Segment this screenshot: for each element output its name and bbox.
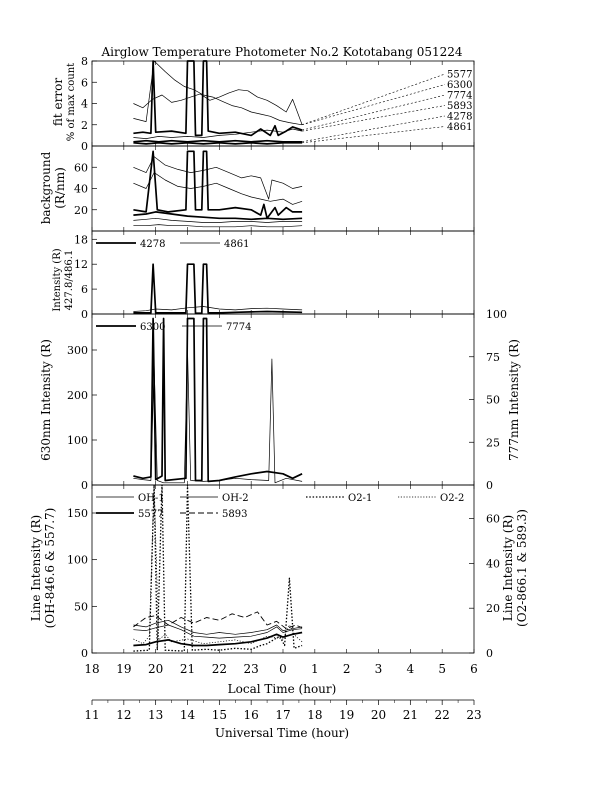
ytick2-label-red: 50 — [486, 393, 500, 407]
bg-ylabel2: (R/nm) — [53, 167, 67, 209]
blue-ylabel2: 427.8/486.1 — [64, 249, 75, 311]
series-bg-c — [133, 151, 302, 218]
series-red-7774 — [133, 350, 302, 483]
ut-tick-label: 19 — [339, 708, 355, 722]
ytick-label-fit: 4 — [81, 97, 88, 111]
lt-tick-label: 3 — [374, 662, 383, 676]
line-ylabel: Line Intensity (R) — [29, 514, 43, 622]
red-ylabel2: 777nm Intensity (R) — [507, 339, 521, 461]
series-fit-4861 — [133, 143, 302, 144]
x-axis-label: Local Time (hour) — [227, 682, 337, 696]
ut-tick-label: 13 — [148, 708, 164, 722]
series-red-6300 — [133, 319, 302, 482]
fit-legend-leader-7774 — [302, 95, 445, 130]
series-fit-6300 — [133, 61, 302, 125]
ytick-label-line: 100 — [67, 553, 88, 567]
ut-tick-label: 22 — [434, 708, 450, 722]
fit-legend-4861: 4861 — [447, 122, 473, 133]
legend-5577: 5577 — [138, 509, 164, 520]
ytick2-label-red: 100 — [486, 308, 507, 321]
ut-tick-label: 16 — [243, 708, 259, 722]
line-ylabel2: (OH-846.6 & 557.7) — [43, 507, 57, 629]
ytick-label-fit: 6 — [81, 76, 88, 90]
series-blue-4278 — [133, 264, 302, 313]
ytick-label-bg: 60 — [74, 161, 88, 175]
chart-title: Airglow Temperature Photometer No.2 Kototabang 051224 — [101, 45, 463, 59]
series-bg-a — [133, 157, 302, 200]
ytick-label-red: 100 — [67, 434, 88, 447]
fit-legend-6300: 6300 — [447, 80, 473, 91]
ytick-label-blue: 18 — [74, 233, 88, 247]
lt-tick-label: 5 — [438, 662, 446, 676]
line-ylabel4: (O2-866.1 & 589.3) — [515, 509, 529, 627]
legend-O2-1: O2-1 — [348, 493, 373, 504]
ut-tick-label: 18 — [307, 708, 323, 722]
series-lines — [133, 61, 302, 651]
legend-7774: 7774 — [226, 322, 252, 333]
bg-ylabel: background — [39, 151, 53, 225]
lt-tick-label: 18 — [84, 662, 100, 676]
legend-OH-2: OH-2 — [222, 493, 249, 504]
fit-legend-4278: 4278 — [447, 111, 473, 123]
ytick2-label-line: 60 — [486, 512, 500, 526]
fit-ylabel: fit error — [51, 77, 65, 127]
fit-legend-7774: 7774 — [447, 90, 473, 102]
ut-tick-label: 14 — [179, 708, 196, 722]
ut-tick-label: 11 — [84, 708, 100, 722]
series-fit-4278 — [133, 141, 302, 142]
lt-tick-label: 1 — [311, 662, 319, 676]
ytick-label-line: 150 — [67, 507, 88, 520]
fit-legend-leader-5577 — [302, 74, 445, 125]
ut-tick-label: 15 — [211, 708, 227, 722]
red-ylabel: 630nm Intensity (R) — [39, 339, 53, 461]
ytick-label-blue: 0 — [81, 308, 88, 321]
series-bg-f — [133, 225, 302, 227]
blue-ylabel: Intensity (R) — [52, 248, 63, 312]
ytick-label-red: 300 — [67, 344, 88, 357]
panel-frame-red — [92, 314, 474, 485]
lt-tick-label: 4 — [406, 662, 415, 676]
fit-ylabel2: % of max count — [66, 62, 77, 142]
ytick-label-blue: 6 — [81, 283, 88, 297]
ytick2-label-line: 40 — [486, 557, 500, 571]
series-fit-7774 — [133, 61, 302, 135]
fit-legend-5893: 5893 — [447, 101, 473, 112]
ut-tick-label: 17 — [275, 708, 291, 722]
legend-4861: 4861 — [224, 239, 250, 250]
ut-tick-label: 23 — [466, 708, 482, 722]
ytick-label-fit: 8 — [81, 55, 88, 68]
lt-tick-label: 21 — [179, 662, 196, 676]
ytick-label-line: 50 — [74, 600, 88, 614]
x-axis-label-ut: Universal Time (hour) — [214, 726, 350, 740]
lt-tick-label: 2 — [342, 662, 351, 676]
legend-5893: 5893 — [222, 509, 248, 520]
legend-4278: 4278 — [140, 239, 166, 250]
lt-tick-label: 23 — [243, 662, 259, 676]
series-bg-b — [133, 173, 302, 205]
ytick-label-fit: 2 — [81, 118, 88, 132]
ut-tick-label: 12 — [116, 708, 132, 722]
legend-OH-1: OH-1 — [138, 493, 165, 504]
ut-tick-label: 20 — [370, 708, 387, 722]
ytick2-label-line: 20 — [486, 602, 500, 616]
ytick-label-fit: 0 — [81, 140, 88, 153]
lt-tick-label: 6 — [470, 662, 478, 676]
lt-tick-label: 22 — [211, 662, 227, 676]
line-ylabel3: Line Intensity (R) — [501, 514, 515, 622]
ytick-label-red: 200 — [67, 389, 88, 402]
ytick2-label-line: 0 — [486, 647, 493, 660]
lt-tick-label: 20 — [148, 662, 164, 676]
ytick-label-bg: 20 — [74, 203, 88, 217]
ytick2-label-red: 25 — [486, 436, 500, 450]
ut-tick-label: 21 — [402, 708, 418, 722]
legend-6300: 6300 — [140, 322, 166, 333]
fit-legend-leader-6300 — [302, 85, 445, 125]
ytick-label-line: 0 — [81, 647, 88, 660]
fit-legend-5577: 5577 — [447, 69, 473, 81]
lt-tick-label: 0 — [279, 662, 287, 676]
ytick-label-red: 0 — [81, 479, 88, 492]
axis-ticks — [67, 55, 507, 722]
series-blue-4861 — [133, 307, 302, 312]
lt-tick-label: 19 — [116, 662, 132, 676]
fit-legend-leader-5893 — [302, 106, 445, 132]
ytick2-label-red: 0 — [486, 479, 493, 492]
ytick-label-bg: 40 — [74, 182, 88, 196]
legend-O2-2: O2-2 — [440, 493, 465, 504]
axis-labels — [29, 63, 529, 740]
fit-legend-leader-4278 — [302, 116, 445, 142]
ytick2-label-red: 75 — [486, 350, 500, 364]
ytick-label-blue: 12 — [74, 258, 88, 272]
